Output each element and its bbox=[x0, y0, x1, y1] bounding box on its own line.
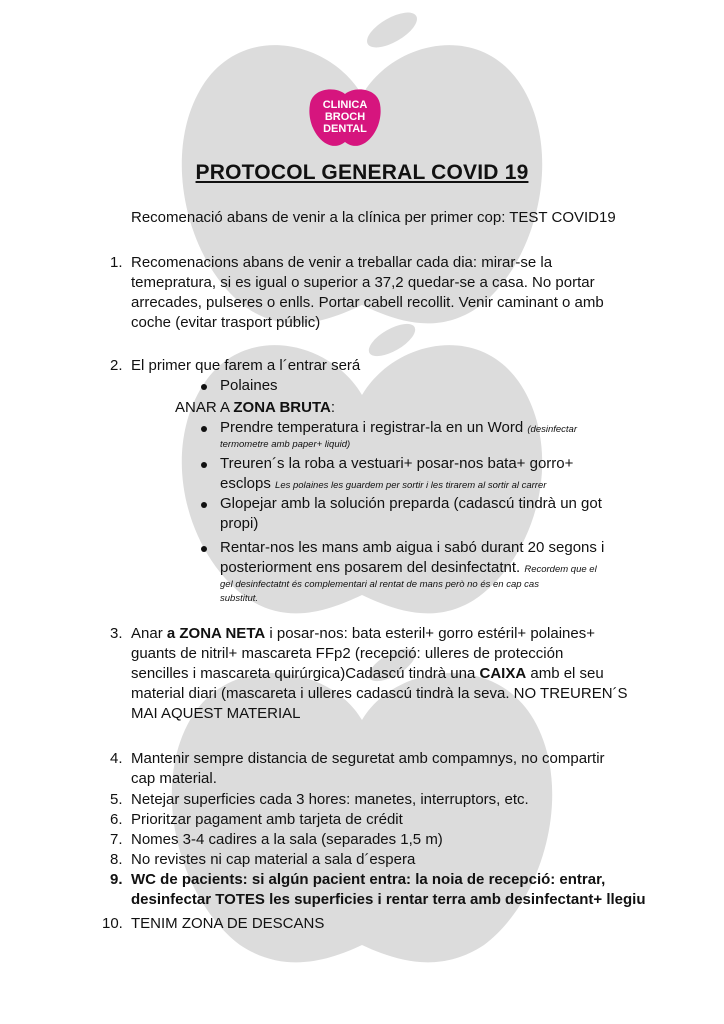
bullet-text: Prendre temperatura i registrar-la en un Word (desinfectar bbox=[220, 419, 578, 436]
bullet-text: posteriorment ens posarem del desinfectatnt. Recordem que el bbox=[220, 559, 597, 576]
page-title: PROTOCOL GENERAL COVID 19 bbox=[195, 161, 529, 184]
item-number: 2. bbox=[110, 357, 123, 374]
item-2-line: El primer que farem a l´entrar será bbox=[131, 357, 361, 374]
logo-line-1: CLINICA bbox=[322, 99, 368, 111]
item-1-line: Recomenacions abans de venir a treballar cada dia: mirar-se la bbox=[131, 254, 553, 271]
item-number: 1. bbox=[110, 254, 123, 271]
intro-text: Recomenació abans de venir a la clínica per primer cop: TEST COVID19 bbox=[131, 209, 616, 226]
bullet-note: substitut. bbox=[220, 593, 259, 604]
item-6-line: Prioritzar pagament amb tarjeta de crédit bbox=[131, 811, 403, 828]
item-number: 4. bbox=[110, 750, 123, 767]
item-number: 3. bbox=[110, 625, 123, 642]
item-9-line: WC de pacients: si algún pacient entra: la noia de recepció: entrar, bbox=[131, 871, 606, 888]
item-4-line: cap material. bbox=[131, 770, 217, 787]
item-7-line: Nomes 3-4 cadires a la sala (separades 1,5 m) bbox=[131, 831, 443, 848]
item-number: 10. bbox=[102, 915, 123, 932]
item-3-line: MAI AQUEST MATERIAL bbox=[131, 705, 301, 722]
bullet-icon bbox=[201, 462, 207, 468]
item-3-line: guants de nitril+ mascareta FFp2 (recepció: ulleres de protección bbox=[131, 645, 564, 662]
item-8-line: No revistes ni cap material a sala d´espera bbox=[131, 851, 416, 868]
bullet-note: termometre amb paper+ liquid) bbox=[220, 439, 351, 450]
bullet-icon bbox=[201, 426, 207, 432]
item-1-line: temepratura, si es igual o superior a 37,2 quedar-se a casa. No portar bbox=[131, 274, 595, 291]
item-number: 9. bbox=[110, 871, 123, 888]
item-5-line: Netejar superficies cada 3 hores: manetes, interruptors, etc. bbox=[131, 791, 529, 808]
bullet-icon bbox=[201, 546, 207, 552]
item-1-line: arrecades, pulseres o enlls. Portar cabell recollit. Venir caminant o amb bbox=[131, 294, 604, 311]
bullet-note: gel desinfectatnt és complementari al rentat de mans però no és en cap cas bbox=[220, 579, 539, 590]
item-9-line: desinfectar TOTES les superficies i rentar terra amb desinfectant+ llegiu bbox=[131, 891, 646, 908]
bullet-text: Rentar-nos les mans amb aigua i sabó durant 20 segons i bbox=[220, 539, 605, 556]
item-number: 7. bbox=[110, 831, 123, 848]
item-number: 8. bbox=[110, 851, 123, 868]
clinic-logo bbox=[305, 86, 385, 148]
item-1-line: coche (evitar trasport públic) bbox=[131, 314, 321, 331]
item-10-line: TENIM ZONA DE DESCANS bbox=[131, 915, 325, 932]
bullet-text: Glopejar amb la solución preparda (cadascú tindrà un got bbox=[220, 495, 602, 512]
logo-line-3: DENTAL bbox=[323, 123, 367, 135]
zone-heading: ANAR A ZONA BRUTA: bbox=[175, 399, 336, 416]
item-number: 6. bbox=[110, 811, 123, 828]
item-4-line: Mantenir sempre distancia de seguretat amb compamnys, no compartir bbox=[131, 750, 605, 767]
item-3-line: material diari (mascareta i ulleres cadascú tindrà la seva. NO TREUREN´S bbox=[131, 685, 628, 702]
item-number: 5. bbox=[110, 791, 123, 808]
bullet-text: esclops Les polaines les guardem per sortir i les tirarem al sortir al carrer bbox=[220, 475, 547, 492]
bullet-text: Treuren´s la roba a vestuari+ posar-nos bata+ gorro+ bbox=[220, 455, 574, 472]
item-3-line: Anar a ZONA NETA i posar-nos: bata esteril+ gorro estéril+ polaines+ bbox=[131, 625, 595, 642]
bullet-icon bbox=[201, 384, 207, 390]
item-3-line: sencilles i mascareta quirúrgica)Cadascú tindrà una CAIXA amb el seu bbox=[131, 665, 604, 682]
bullet-text: propi) bbox=[220, 515, 259, 532]
bullet-icon bbox=[201, 502, 207, 508]
bullet-text: Polaines bbox=[220, 377, 278, 394]
logo-line-2: BROCH bbox=[324, 111, 366, 123]
